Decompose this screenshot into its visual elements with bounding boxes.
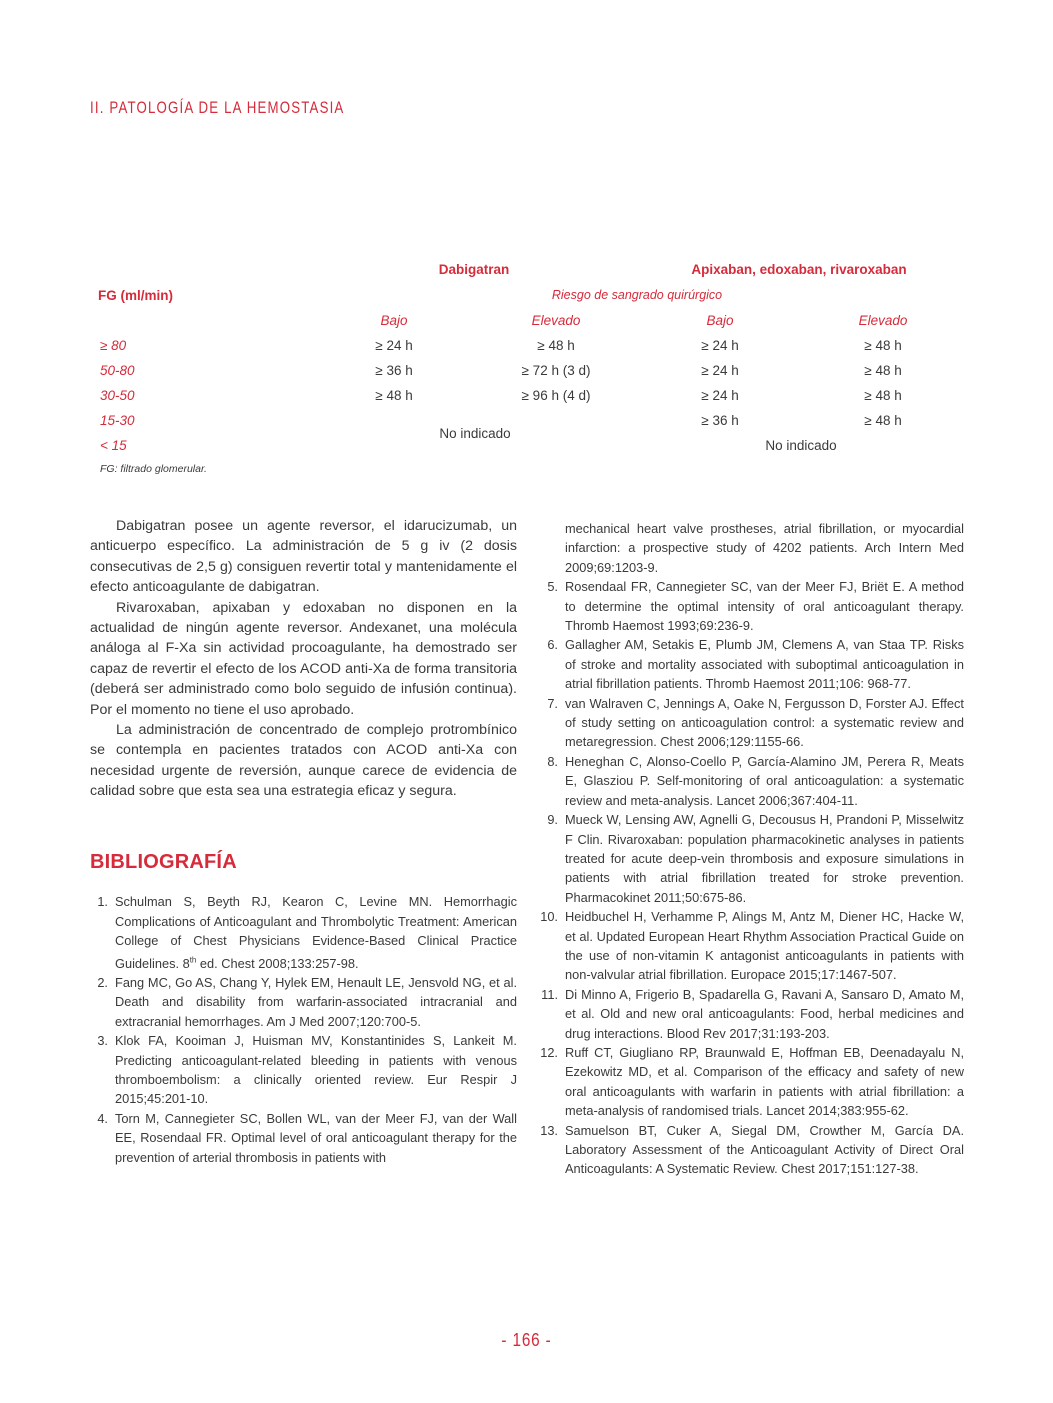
table-cell: ≥ 48 h — [864, 388, 902, 403]
body-paragraph: Rivaroxaban, apixaban y edoxaban no disponen en la actualidad de ningún agente reversor. Andexanet, una molécula análoga al F-Xa sin actividad procoagulante, ha demostrado ser capaz de revertir el efecto de los ACOD anti-Xa de forma transitoria (deberá ser administrado como bolo seguido de infusión continua). Por el momento no tiene el uso aprobado. — [90, 599, 517, 718]
reference-text: Heidbuchel H, Verhamme P, Alings M, Antz M, Diener HC, Hacke W, et al. Updated European Heart Rhythm Association Practical Guide on the use of non-vitamin K antagonist anticoagulants in patients with non-valvular atrial fibrillation. Europace 2015;17:1467-507. — [565, 909, 964, 983]
table-fg-header: FG (ml/min) — [98, 288, 173, 303]
reference-number: 2. — [97, 974, 108, 990]
table-cell: ≥ 24 h — [701, 388, 739, 403]
reference-text: Torn M, Cannegieter SC, Bollen WL, van der Meer FJ, van der Wall EE, Rosendaal FR. Optimal level of oral anticoagulant therapy for the prevention of arterial thrombosis in patients with — [115, 1110, 517, 1165]
reference-number: 5. — [547, 579, 558, 595]
reference-text: Gallagher AM, Setakis E, Plumb JM, Clemens A, van Staa TP. Risks of stroke and mortality associated with suboptimal anticoagulation in atrial fibrillation patients. Thromb Haemost 2011;106: 968-77. — [565, 637, 964, 692]
reference-item — [540, 1043, 964, 1121]
table-group-apixaban: Apixaban, edoxaban, rivaroxaban — [691, 262, 907, 277]
table-group-dabigatran: Dabigatran — [438, 262, 510, 277]
reference-number: 1. — [97, 894, 108, 910]
reference-item — [540, 694, 964, 752]
reference-item — [540, 810, 964, 907]
table-cell: ≥ 24 h — [375, 338, 413, 353]
table-cell: ≥ 36 h — [701, 413, 739, 428]
right-column — [540, 519, 964, 1179]
page-number: - 166 - — [501, 1330, 552, 1350]
reference-text: Klok FA, Kooiman J, Huisman MV, Konstantinides S, Lankeit M. Predicting anticoagulant-related bleeding in patients with venous thromboembolism: a clinically oriented review. Eur Respir J 2015;45:201-10. — [115, 1033, 517, 1107]
table-row-fg: < 15 — [100, 438, 127, 453]
table-subheader: Bajo — [706, 313, 734, 328]
table-no-indicado-dabigatran: No indicado — [439, 426, 511, 441]
reference-text: van Walraven C, Jennings A, Oake N, Fergusson D, Forster AJ. Effect of study setting on anticoagulation control: a systematic review and metaregression. Chest 2006;129:1155-66. — [565, 695, 964, 750]
section-header: II. PATOLOGÍA DE LA HEMOSTASIA — [90, 98, 345, 117]
table-footnote: FG: filtrado glomerular. — [100, 463, 207, 475]
reference-item — [540, 577, 964, 635]
table-cell: ≥ 96 h (4 d) — [521, 388, 591, 403]
table-subheader: Elevado — [531, 313, 581, 328]
table-row-fg: 50-80 — [100, 363, 135, 378]
table-subheader: Elevado — [858, 313, 908, 328]
reference-number: 9. — [547, 812, 558, 828]
table-cell: ≥ 72 h (3 d) — [521, 363, 591, 378]
reference-item — [90, 892, 517, 973]
reference-text: Fang MC, Go AS, Chang Y, Hylek EM, Henault LE, Jensvold NG, et al. Death and disability from warfarin-associated intracranial and extracranial hemorrhages. Am J Med 2007;120:700-5. — [115, 974, 517, 1029]
table-cell: ≥ 36 h — [375, 363, 413, 378]
table-row-fg: ≥ 80 — [100, 338, 127, 353]
body-paragraph: La administración de concentrado de complejo protrombínico se contempla en pacientes tratados con ACOD anti-Xa con necesidad urgente de reversión, aunque carece de evidencia de calidad sobre que esta sea una estrategia eficaz y segura. — [90, 722, 517, 800]
reference-text: Schulman S, Beyth RJ, Kearon C, Levine MN. Hemorrhagic Complications of Anticoagulant and Thrombolytic Treatment: American College of Chest Physicians Evidence-Based Clinical Practice Guidelines. 8th ed. Chest 2008;133:257-98. — [115, 894, 517, 971]
reference-number: 4. — [97, 1110, 108, 1126]
reference-number: 8. — [547, 753, 558, 769]
reference-number: 10. — [540, 909, 558, 925]
bibliography-title: BIBLIOGRAFÍA — [90, 850, 237, 873]
reference-list — [540, 577, 964, 1179]
table-cell: ≥ 24 h — [701, 363, 739, 378]
table-cell: ≥ 48 h — [864, 363, 902, 378]
reference-text: Heneghan C, Alonso-Coello P, García-Alamino JM, Perera R, Meats E, Glasziou P. Self-monitoring of oral anticoagulation: a systematic review and meta-analysis. Lancet 2006;367:404-11. — [565, 753, 964, 808]
reference-text: Samuelson BT, Cuker A, Siegal DM, Crowther M, García DA. Laboratory Assessment of the Anticoagulant Activity of Direct Oral Anticoagulants: A Systematic Review. Chest 2017;151:127-38. — [565, 1122, 964, 1177]
table-row-fg: 30-50 — [100, 388, 135, 403]
reference-item — [90, 973, 517, 1031]
left-column — [90, 516, 517, 1167]
table-subheader: Bajo — [380, 313, 408, 328]
reference-text: Mueck W, Lensing AW, Agnelli G, Decousus H, Prandoni P, Misselwitz F Clin. Rivaroxaban: population pharmacokinetic analyses in patients treated for acute deep-vein thrombosis and exposure simulations in patients with atrial fibrillation treated for stroke prevention. Pharmacokinet 2011;50:675-86. — [565, 812, 964, 905]
reference-continuation: mechanical heart valve prostheses, atrial fibrillation, or myocardial infarction: a prospective study of 4202 patients. Arch Intern Med 2009;69:1203-9. — [565, 521, 964, 575]
table-row-fg: 15-30 — [100, 413, 135, 428]
reference-number: 3. — [97, 1033, 108, 1049]
reference-number: 6. — [547, 637, 558, 653]
reference-number: 13. — [540, 1122, 558, 1138]
table-cell: ≥ 48 h — [375, 388, 413, 403]
reference-text: Di Minno A, Frigerio B, Spadarella G, Ravani A, Sansaro D, Amato M, et al. Old and new oral anticoagulants: Food, herbal medicines and drug interactions. Blood Rev 2017;31:193-203. — [565, 986, 964, 1041]
reference-item — [540, 752, 964, 810]
reference-item — [540, 907, 964, 985]
reference-number: 11. — [541, 986, 558, 1002]
table-cell: ≥ 48 h — [537, 338, 575, 353]
table-cell: ≥ 24 h — [701, 338, 739, 353]
reference-text: Rosendaal FR, Cannegieter SC, van der Meer FJ, Briët E. A method to determine the optimal intensity of oral anticoagulant therapy. Thromb Haemost 1993;69:236-9. — [565, 579, 964, 634]
reference-number: 7. — [547, 695, 558, 711]
table-cell: ≥ 48 h — [864, 413, 902, 428]
reference-number: 12. — [540, 1044, 558, 1060]
reference-item — [540, 635, 964, 693]
reference-item — [90, 1109, 517, 1167]
table-risk-header: Riesgo de sangrado quirúrgico — [551, 288, 723, 302]
body-paragraph: Dabigatran posee un agente reversor, el idarucizumab, un anticuerpo específico. La administración de 5 g iv (2 dosis consecutivas de 2,5 g) consiguen revertir total y mantenidamente el efecto anticoagulante de dabigatran. — [90, 518, 517, 596]
reference-item — [90, 1031, 517, 1109]
table-no-indicado-apixaban: No indicado — [765, 438, 837, 453]
reference-text: Ruff CT, Giugliano RP, Braunwald E, Hoffman EB, Deenadayalu N, Ezekowitz MD, et al. Comparison of the efficacy and safety of new oral anticoagulants with warfarin in patients with atrial fibrillation: a meta-analysis of randomised trials. Lancet 2014;383:955-62. — [565, 1044, 964, 1119]
reference-list — [90, 892, 517, 1167]
reference-item — [540, 1121, 964, 1179]
table-cell: ≥ 48 h — [864, 338, 902, 353]
reference-item — [540, 985, 964, 1043]
